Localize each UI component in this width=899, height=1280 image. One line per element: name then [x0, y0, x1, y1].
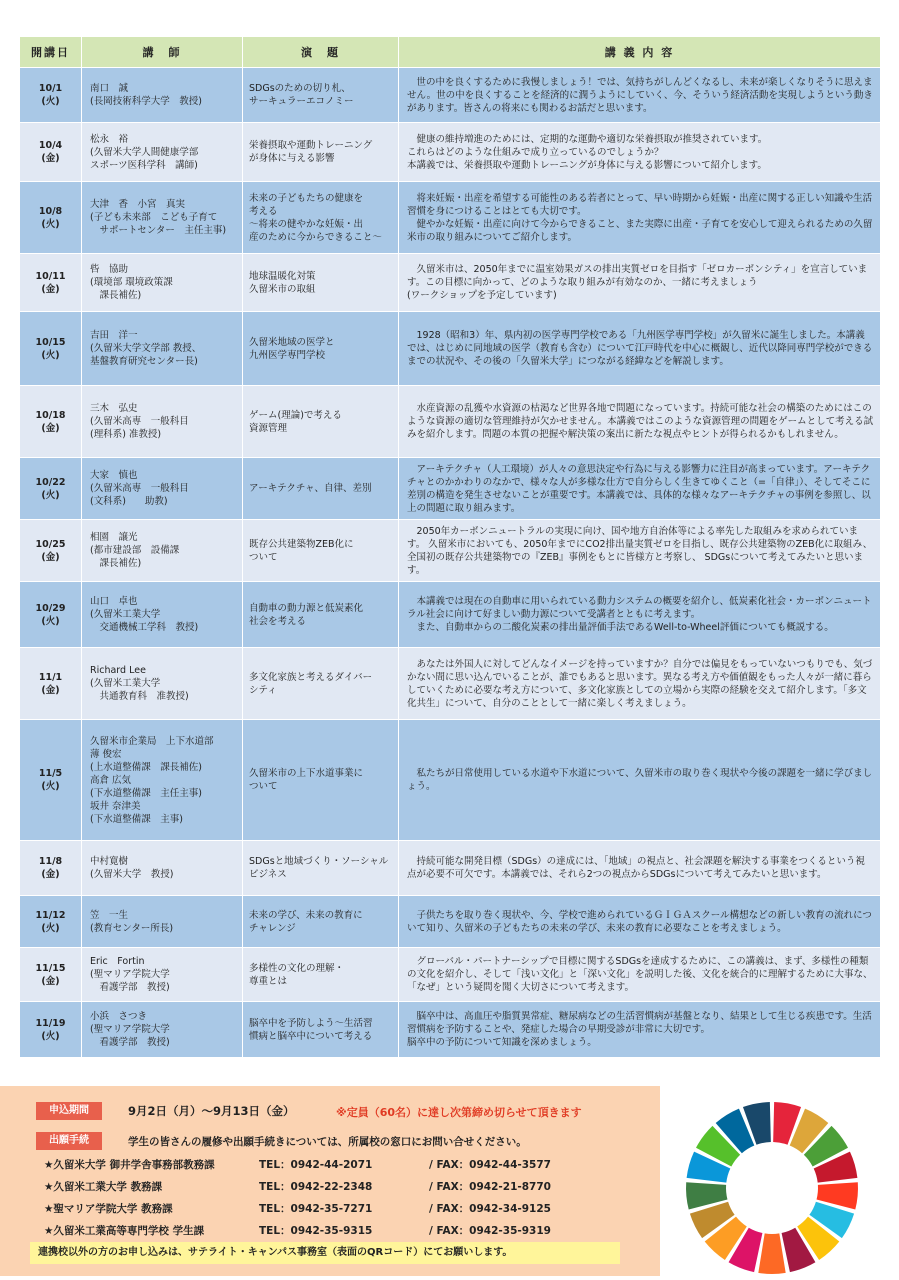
lecture-content: 1928（昭和3）年、県内初の医学専門学校である「九州医学専門学校」が久留米に誕生しました。本講義では、はじめに同地域の医学（教育も含む）について江戸時代を中心に概観し、近代以降同専門学校ができるまでの状況や、その後の「久留米大学」につながる経緯などを解説します。	[399, 312, 881, 386]
lecture-content: 私たちが日常使用している水道や下水道について、久留米市の取り巻く現状や今後の課題を一緒に学びましょう。	[399, 720, 881, 841]
contact-fax: / FAX：0942-21-8770	[429, 1181, 551, 1193]
table-row	[20, 841, 881, 896]
non-partner-application-note: 連携校以外の方のお申し込みは、サテライト・キャンパス事務室（表面のQRコード）にてお願いします。	[30, 1242, 620, 1264]
lecture-topic: 脳卒中を予防しよう～生活習 慣病と脳卒中について考える	[243, 1002, 399, 1058]
table-row	[20, 582, 881, 648]
lecture-content: 持続可能な開発目標（SDGs）の達成には、「地域」の視点と、社会課題を解決する事業をつくるという視点が必要不可欠です。本講義では、それら2つの視点からSDGsについて考えてみたいと思います。	[399, 841, 881, 896]
lecture-content: 子供たちを取り巻く現状や、今、学校で進められているＧＩＧＡスクール構想などの新しい教育の流れについて知り、久留米の子どもたちの未来の学び、未来の教育に必要なことを考えましょう。	[399, 896, 881, 948]
contact-org: ★久留米工業高等専門学校 学生課	[44, 1225, 205, 1237]
lecture-schedule-table	[19, 36, 881, 1058]
table-row	[20, 896, 881, 948]
lecturer: 中村寛樹 (久留米大学 教授)	[82, 841, 243, 896]
contact-fax: / FAX：0942-44-3577	[429, 1159, 551, 1171]
lecture-date: 10/8 (火)	[20, 182, 82, 254]
contact-row	[44, 1201, 551, 1216]
contact-org: ★聖マリア学院大学 教務課	[44, 1203, 173, 1215]
contact-tel: TEL：0942-44-2071	[259, 1159, 373, 1171]
lecture-content: 健康の維持増進のためには、定期的な運動や適切な栄養摂取が推奨されています。 これらはどのような仕組みで成り立っているのでしょうか？ 本講義では、栄養摂取や運動トレーニングが身体に与える影響について紹介します。	[399, 123, 881, 182]
lecturer: 相園 譲光 (都市建設部 設備課 課長補佐)	[82, 520, 243, 582]
lecturer: Richard Lee (久留米工業大学 共通教育科 准教授)	[82, 648, 243, 720]
lecture-date: 10/1 (火)	[20, 68, 82, 123]
table-row	[20, 458, 881, 520]
header-date: 開講日	[20, 37, 82, 68]
lecturer: 笠 一生 (教育センター所長)	[82, 896, 243, 948]
lecturer: 大家 慎也 (久留米高専 一般科目 (文科系) 助教)	[82, 458, 243, 520]
table-row	[20, 648, 881, 720]
lecture-topic: 既存公共建築物ZEB化に ついて	[243, 520, 399, 582]
lecture-topic: 栄養摂取や運動トレーニング が身体に与える影響	[243, 123, 399, 182]
lecture-content: アーキテクチャ（人工環境）が人々の意思決定や行為に与える影響力に注目が高まっています。アーキテクチャとのかかわりのなかで、様々な人が多様な仕方で自分らしく生きてゆくこと（=「自律」）、そしてそこに差別の構造を発生させないことが重要です。本講義では、具体的な様々なアーキテクチャの事例を参照し、以上の問題に取り組みます。	[399, 458, 881, 520]
lecture-content: 水産資源の乱獲や水資源の枯渇など世界各地で問題になっています。持続可能な社会の構築のためにはこのような資源の適切な管理維持が欠かせません。本講義ではこのような資源管理の問題をゲームとして考える試みを紹介します。問題の本質の把握や解決策の案出に新たな視点やヒントが得られるかもしれません。	[399, 386, 881, 458]
procedure-text: 学生の皆さんの履修や出願手続きについては、所属校の窓口にお問い合せください。	[128, 1136, 527, 1148]
lecture-date: 11/12 (火)	[20, 896, 82, 948]
capacity-notice: ※定員（60名）に達し次第締め切らせて頂きます	[336, 1106, 582, 1119]
lecture-content: 脳卒中は、高血圧や脂質異常症、糖尿病などの生活習慣病が基盤となり、結果として生じる疾患です。生活習慣病を予防することや、発症した場合の早期受診が非常に大切です。 脳卒中の予防について知識を深めましょう。	[399, 1002, 881, 1058]
lecture-content: あなたは外国人に対してどんなイメージを持っていますか？自分では偏見をもっていないつもりでも、気づかない間に思い込んでいることが、誰でもあると思います。異なる考え方や価値観をもった人々が一緒に暮らしていくために必要な考え方について、多文化家族としての立場から実際の経験を交えて紹介します。「多文化共生」について、自分のこととして一緒に楽しく考えましょう。	[399, 648, 881, 720]
lecturer: 小浜 さつき (聖マリア学院大学 看護学部 教授)	[82, 1002, 243, 1058]
contact-row	[44, 1179, 551, 1194]
table-row	[20, 1002, 881, 1058]
lecture-topic: 久留米市の上下水道事業に ついて	[243, 720, 399, 841]
lecture-topic: 未来の学び、未来の教育に チャレンジ	[243, 896, 399, 948]
header-content: 講 義 内 容	[399, 37, 881, 68]
lecturer: 吉田 洋一 (久留米大学文学部 教授、 基盤教育研究センター長)	[82, 312, 243, 386]
lecture-date: 10/15 (火)	[20, 312, 82, 386]
contact-row	[44, 1223, 551, 1238]
table-row	[20, 720, 881, 841]
contact-fax: / FAX：0942-34-9125	[429, 1203, 551, 1215]
contact-tel: TEL：0942-35-9315	[259, 1225, 373, 1237]
lecturer: 久留米市企業局 上下水道部 薄 俊宏 (上水道整備課 課長補佐) 高倉 広気 (下水道整備課 主任主事) 坂井 奈津美 (下水道整備課 主事)	[82, 720, 243, 841]
lecture-date: 11/15 (金)	[20, 948, 82, 1002]
lecture-date: 10/4 (金)	[20, 123, 82, 182]
lecture-date: 10/18 (金)	[20, 386, 82, 458]
table-header-row	[20, 37, 881, 68]
lecture-topic: 久留米地域の医学と 九州医学専門学校	[243, 312, 399, 386]
lecturer: 大津 香 小宮 真実 (子ども未来部 こども子育て サポートセンター 主任主事)	[82, 182, 243, 254]
table-row	[20, 254, 881, 312]
table-row	[20, 948, 881, 1002]
lecture-content: グローバル・パートナーシップで目標に関するSDGsを達成するために、この講義は、まず、多様性の種類の文化を紹介し、そして「浅い文化」と「深い文化」を説明した後、文化を統合的に理解するために大事な、「なぜ」という疑問を聞く大切さについて考えます。	[399, 948, 881, 1002]
lecture-content: 2050年カーボンニュートラルの実現に向け、国や地方自治体等による率先した取組みを求められています。 久留米市においても、2050年までにCO2排出量実質ゼロを目指し、既存公共建築物のZEB化に取組み、全国初の既存公共建築物での『ZEB』事例をもとに皆様方と考察し、 SDGsについて考えてみたいと思います。	[399, 520, 881, 582]
application-period: 9月2日（月）～9月13日（金）	[128, 1104, 295, 1118]
contact-tel: TEL：0942-22-2348	[259, 1181, 373, 1193]
lecturer: 南口 誠 (長岡技術科学大学 教授)	[82, 68, 243, 123]
lecturer: 三木 弘史 (久留米高専 一般科目 (理科系) 准教授)	[82, 386, 243, 458]
table-row	[20, 182, 881, 254]
lecturer: 山口 卓也 (久留米工業大学 交通機械工学科 教授)	[82, 582, 243, 648]
lecture-topic: 未来の子どもたちの健康を 考える ～将来の健やかな妊娠・出 産のために今からできること～	[243, 182, 399, 254]
lecture-topic: 地球温暖化対策 久留米市の取組	[243, 254, 399, 312]
lecture-topic: SDGsのための切り札、 サーキュラーエコノミー	[243, 68, 399, 123]
lecture-date: 11/1 (金)	[20, 648, 82, 720]
contact-org: ★久留米工業大学 教務課	[44, 1181, 163, 1193]
lecture-topic: アーキテクチャ、自律、差別	[243, 458, 399, 520]
table-row	[20, 68, 881, 123]
contact-row	[44, 1157, 551, 1172]
lecture-topic: ゲーム(理論)で考える 資源管理	[243, 386, 399, 458]
sdg-wheel-segment	[758, 1233, 785, 1274]
lecture-topic: 多文化家族と考えるダイバー シティ	[243, 648, 399, 720]
lecture-content: 世の中を良くするために我慢しましょう！では、気持ちがしんどくなるし、未来が楽しくなりそうに思えません。世の中を良くすることを経済的に潤うようにしていく、今、そういう経済活動を実現しようという動きがあります。皆さんの将来にも関わるお話だと思います。	[399, 68, 881, 123]
table-row	[20, 123, 881, 182]
lecture-topic: 多様性の文化の理解・ 尊重とは	[243, 948, 399, 1002]
lecture-date: 11/8 (金)	[20, 841, 82, 896]
lecturer: 呰 協助 (環境部 環境政策課 課長補佐)	[82, 254, 243, 312]
lecture-date: 10/22 (火)	[20, 458, 82, 520]
table-row	[20, 386, 881, 458]
period-label: 申込期間	[36, 1102, 102, 1120]
lecturer: 松永 裕 (久留米大学人間健康学部 スポーツ医科学科 講師)	[82, 123, 243, 182]
header-topic: 演 題	[243, 37, 399, 68]
contact-tel: TEL：0942-35-7271	[259, 1203, 373, 1215]
lecture-date: 10/11 (金)	[20, 254, 82, 312]
lecture-content: 久留米市は、2050年までに温室効果ガスの排出実質ゼロを目指す「ゼロカーボンシティ」を宣言しています。この目標に向かって、どのような取り組みが有効なのか、一緒に考えましょう (ワークショップを予定しています)	[399, 254, 881, 312]
contact-fax: / FAX：0942-35-9319	[429, 1225, 551, 1237]
contact-org: ★久留米大学 御井学舎事務部教務課	[44, 1159, 215, 1171]
procedure-label: 出願手続	[36, 1132, 102, 1150]
lecture-date: 11/19 (火)	[20, 1002, 82, 1058]
lecture-date: 11/5 (火)	[20, 720, 82, 841]
lecture-content: 将来妊娠・出産を希望する可能性のある若者にとって、早い時期から妊娠・出産に関する正しい知識や生活習慣を身につけることはとても大切です。 健やかな妊娠・出産に向けて今からできること、また実際に出産・子育てを安心して迎えられるための久留米市の取り組みについてご紹介します。	[399, 182, 881, 254]
lecture-content: 本講義では現在の自動車に用いられている動力システムの概要を紹介し、低炭素化社会・カーボンニュートラル社会に向けて好ましい動力源について受講者とともに考えます。 また、自動車からの二酸化炭素の排出量評価手法であるWell-to-Wheel評価についても概説する。	[399, 582, 881, 648]
lecture-topic: 自動車の動力源と低炭素化 社会を考える	[243, 582, 399, 648]
lecture-date: 10/29 (火)	[20, 582, 82, 648]
lecture-topic: SDGsと地域づくり・ソーシャル ビジネス	[243, 841, 399, 896]
lecture-date: 10/25 (金)	[20, 520, 82, 582]
lecturer: Eric Fortin (聖マリア学院大学 看護学部 教授)	[82, 948, 243, 1002]
table-row	[20, 312, 881, 386]
sdg-wheel-icon	[684, 1100, 860, 1276]
header-lecturer: 講 師	[82, 37, 243, 68]
table-row	[20, 520, 881, 582]
